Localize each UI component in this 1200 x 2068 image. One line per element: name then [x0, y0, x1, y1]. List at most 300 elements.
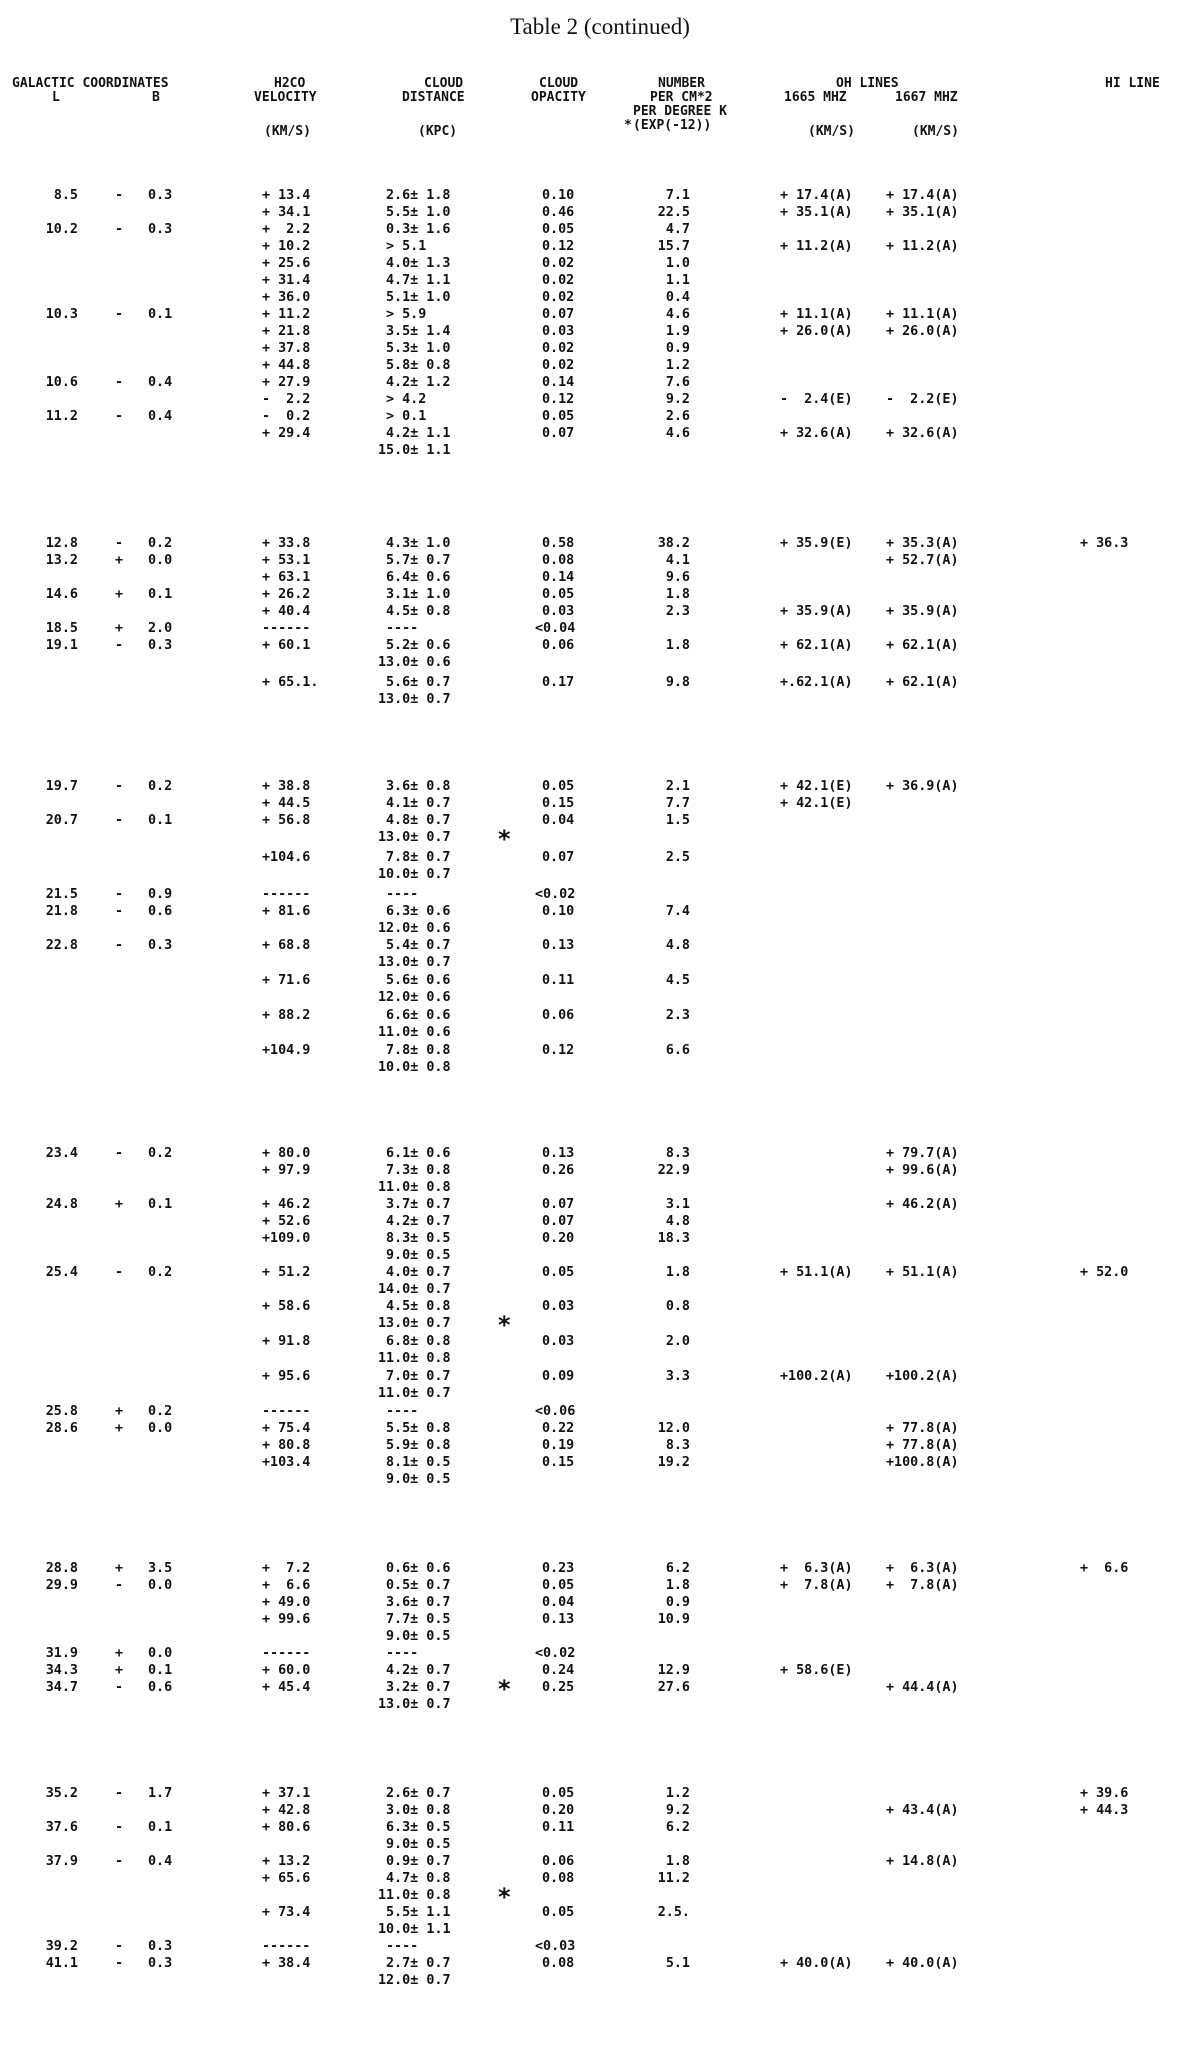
cell-column-density: 5.1 — [665, 1956, 690, 1971]
cell-galactic-l: 28.6 — [45, 1421, 78, 1436]
table-row — [0, 1281, 1200, 1298]
table-row — [0, 1264, 1200, 1281]
cell-galactic-sign: + — [115, 1404, 124, 1419]
cell-column-density: 27.6 — [657, 1680, 690, 1695]
cell-cloud-distance: > 0.1 — [386, 409, 451, 424]
cell-galactic-l: 8.5 — [53, 188, 78, 203]
cell-cloud-distance: 5.8± 0.8 — [386, 358, 451, 373]
cell-column-density: 11.2 — [657, 1871, 690, 1886]
cell-h2co-velocity: + 7.2 — [262, 1561, 311, 1576]
cell-galactic-l: 22.8 — [45, 938, 78, 953]
cell-h2co-velocity: + 37.8 — [262, 341, 311, 356]
cell-column-density: 2.6 — [665, 409, 690, 424]
cell-oh-1665: - 2.4(E) — [780, 392, 853, 407]
cell-galactic-sign: - — [115, 188, 124, 203]
table-row — [0, 442, 1200, 459]
cell-cloud-distance: 10.0± 0.8 — [378, 1060, 451, 1075]
cell-galactic-sign: - — [115, 409, 124, 424]
header-oh-1665: 1665 MHZ — [784, 90, 847, 105]
cell-column-density: 2.0 — [665, 1334, 690, 1349]
table-row — [0, 903, 1200, 920]
cell-cloud-distance: 0.6± 0.6 — [386, 1561, 451, 1576]
table-row — [0, 954, 1200, 971]
cell-oh-1667: + 62.1(A) — [886, 638, 959, 653]
cell-galactic-b: 0.3 — [148, 1939, 173, 1954]
cell-galactic-sign: - — [115, 1854, 124, 1869]
cell-oh-1667: + 79.7(A) — [886, 1146, 959, 1161]
cell-column-density: 6.2 — [665, 1820, 690, 1835]
table-row — [0, 289, 1200, 306]
cell-galactic-b: 0.1 — [148, 587, 173, 602]
cell-h2co-velocity: ------ — [262, 1404, 311, 1419]
cell-cloud-distance: 4.5± 0.8 — [386, 1299, 451, 1314]
cell-cloud-distance: 14.0± 0.7 — [378, 1282, 451, 1297]
cell-h2co-velocity: ------ — [262, 1939, 311, 1954]
cell-oh-1665: + 32.6(A) — [780, 426, 853, 441]
cell-cloud-opacity: 0.46 — [542, 205, 575, 220]
cell-cloud-distance: 5.5± 1.0 — [386, 205, 451, 220]
cell-cloud-distance: 5.6± 0.6 — [386, 973, 451, 988]
cell-h2co-velocity: + 81.6 — [262, 904, 311, 919]
cell-column-density: 9.8 — [665, 675, 690, 690]
cell-cloud-opacity: 0.05 — [542, 587, 575, 602]
cell-cloud-opacity: <0.02 — [535, 887, 576, 902]
cell-h2co-velocity: + 31.4 — [262, 273, 311, 288]
cell-column-density: 7.1 — [665, 188, 690, 203]
cell-cloud-distance: 5.7± 0.7 — [386, 553, 451, 568]
cell-galactic-l: 35.2 — [45, 1786, 78, 1801]
cell-cloud-distance: ---- — [386, 1646, 451, 1661]
table-row — [0, 989, 1200, 1006]
cell-column-density: 4.8 — [665, 938, 690, 953]
cell-h2co-velocity: + 99.6 — [262, 1612, 311, 1627]
cell-cloud-distance: 0.3± 1.6 — [386, 222, 451, 237]
cell-hi-line: + 6.6 — [1080, 1561, 1129, 1576]
cell-h2co-velocity: +104.6 — [262, 850, 311, 865]
cell-galactic-sign: + — [115, 587, 124, 602]
table-row — [0, 391, 1200, 408]
cell-cloud-distance: 13.0± 0.6 — [378, 655, 451, 670]
table-row — [0, 535, 1200, 552]
cell-galactic-b: 0.0 — [148, 553, 173, 568]
cell-cloud-opacity: 0.20 — [542, 1231, 575, 1246]
cell-cloud-distance: 15.0± 1.1 — [378, 443, 451, 458]
cell-oh-1665: + 11.1(A) — [780, 307, 853, 322]
cell-galactic-b: 0.3 — [148, 188, 173, 203]
cell-cloud-distance: 4.5± 0.8 — [386, 604, 451, 619]
cell-cloud-distance: 3.7± 0.7 — [386, 1197, 451, 1212]
cell-galactic-b: 0.6 — [148, 904, 173, 919]
table-row — [0, 1298, 1200, 1315]
cell-galactic-l: 37.9 — [45, 1854, 78, 1869]
table-row — [0, 674, 1200, 691]
cell-column-density: 0.8 — [665, 1299, 690, 1314]
table-row — [0, 1007, 1200, 1024]
cell-h2co-velocity: - 2.2 — [262, 392, 311, 407]
cell-h2co-velocity: ------ — [262, 621, 311, 636]
table-row — [0, 1403, 1200, 1420]
cell-galactic-l: 19.7 — [45, 779, 78, 794]
cell-galactic-b: 0.1 — [148, 813, 173, 828]
cell-galactic-b: 0.4 — [148, 409, 173, 424]
cell-column-density: 12.9 — [657, 1663, 690, 1678]
cell-galactic-l: 23.4 — [45, 1146, 78, 1161]
cell-cloud-distance: 4.7± 1.1 — [386, 273, 451, 288]
cell-cloud-distance: 11.0± 0.7 — [378, 1386, 451, 1401]
cell-oh-1667: +100.8(A) — [886, 1455, 959, 1470]
cell-cloud-opacity: 0.05 — [542, 1578, 575, 1593]
cell-h2co-velocity: + 51.2 — [262, 1265, 311, 1280]
cell-h2co-velocity: + 49.0 — [262, 1595, 311, 1610]
cell-h2co-velocity: - 0.2 — [262, 409, 311, 424]
table-row — [0, 306, 1200, 323]
cell-galactic-sign: - — [115, 938, 124, 953]
cell-galactic-l: 18.5 — [45, 621, 78, 636]
cell-galactic-sign: - — [115, 813, 124, 828]
table-row — [0, 937, 1200, 954]
cell-galactic-b: 0.2 — [148, 779, 173, 794]
cell-galactic-l: 34.7 — [45, 1680, 78, 1695]
cell-h2co-velocity: + 33.8 — [262, 536, 311, 551]
cell-cloud-distance: 2.6± 1.8 — [386, 188, 451, 203]
cell-h2co-velocity: + 56.8 — [262, 813, 311, 828]
cell-oh-1667: + 17.4(A) — [886, 188, 959, 203]
cell-oh-1665: + 17.4(A) — [780, 188, 853, 203]
cell-column-density: 6.2 — [665, 1561, 690, 1576]
cell-cloud-opacity: 0.03 — [542, 324, 575, 339]
cell-galactic-l: 19.1 — [45, 638, 78, 653]
cell-column-density: 2.1 — [665, 779, 690, 794]
cell-cloud-distance: 11.0± 0.8 — [378, 1351, 451, 1366]
table-row — [0, 272, 1200, 289]
header-b: B — [152, 90, 160, 105]
cell-oh-1665: + 26.0(A) — [780, 324, 853, 339]
table-row — [0, 795, 1200, 812]
cell-oh-1667: + 46.2(A) — [886, 1197, 959, 1212]
cell-h2co-velocity: + 29.4 — [262, 426, 311, 441]
cell-h2co-velocity: + 13.4 — [262, 188, 311, 203]
table-row — [0, 255, 1200, 272]
cell-oh-1667: + 35.9(A) — [886, 604, 959, 619]
cell-oh-1665: + 42.1(E) — [780, 796, 853, 811]
table-row — [0, 866, 1200, 883]
cell-column-density: 7.7 — [665, 796, 690, 811]
cell-column-density: 1.8 — [665, 587, 690, 602]
cell-galactic-b: 0.0 — [148, 1421, 173, 1436]
cell-cloud-opacity: 0.08 — [542, 1871, 575, 1886]
cell-cloud-distance: 13.0± 0.7 — [378, 955, 451, 970]
cell-galactic-b: 0.1 — [148, 1197, 173, 1212]
cell-galactic-b: 0.6 — [148, 1680, 173, 1695]
header-oh-unit-1665: (KM/S) — [808, 124, 855, 139]
cell-cloud-distance: 3.5± 1.4 — [386, 324, 451, 339]
cell-galactic-sign: - — [115, 887, 124, 902]
cell-cloud-opacity: 0.15 — [542, 1455, 575, 1470]
cell-cloud-distance: 4.7± 0.8 — [386, 1871, 451, 1886]
cell-cloud-opacity: 0.14 — [542, 570, 575, 585]
cell-galactic-b: 3.5 — [148, 1561, 173, 1576]
cell-oh-1667: + 14.8(A) — [886, 1854, 959, 1869]
cell-galactic-l: 39.2 — [45, 1939, 78, 1954]
table-row — [0, 1594, 1200, 1611]
cell-oh-1665: + 6.3(A) — [780, 1561, 853, 1576]
cell-cloud-distance: 0.9± 0.7 — [386, 1854, 451, 1869]
cell-h2co-velocity: + 21.8 — [262, 324, 311, 339]
cell-column-density: 1.8 — [665, 1854, 690, 1869]
table-row — [0, 1802, 1200, 1819]
cell-column-density: 18.3 — [657, 1231, 690, 1246]
cell-column-density: 4.7 — [665, 222, 690, 237]
cell-galactic-b: 0.3 — [148, 638, 173, 653]
cell-galactic-sign: - — [115, 375, 124, 390]
asterisk-mark: * — [498, 1311, 511, 1339]
cell-galactic-b: 0.3 — [148, 938, 173, 953]
cell-oh-1667: +100.2(A) — [886, 1369, 959, 1384]
header-number-2: PER CM*2 — [650, 90, 713, 105]
cell-galactic-l: 12.8 — [45, 536, 78, 551]
cell-oh-1667: - 2.2(E) — [886, 392, 959, 407]
cell-h2co-velocity: + 10.2 — [262, 239, 311, 254]
header-oh-lines: OH LINES — [836, 76, 899, 91]
cell-column-density: 8.3 — [665, 1438, 690, 1453]
cell-h2co-velocity: + 60.1 — [262, 638, 311, 653]
cell-oh-1665: + 35.1(A) — [780, 205, 853, 220]
table-row — [0, 637, 1200, 654]
cell-h2co-velocity: + 73.4 — [262, 1905, 311, 1920]
cell-cloud-opacity: 0.07 — [542, 850, 575, 865]
cell-galactic-sign: - — [115, 1146, 124, 1161]
cell-cloud-opacity: 0.02 — [542, 290, 575, 305]
cell-galactic-b: 0.1 — [148, 1663, 173, 1678]
cell-column-density: 7.6 — [665, 375, 690, 390]
table-row — [0, 552, 1200, 569]
cell-cloud-distance: 7.8± 0.8 — [386, 1043, 451, 1058]
cell-h2co-velocity: + 60.0 — [262, 1663, 311, 1678]
cell-cloud-distance: 4.3± 1.0 — [386, 536, 451, 551]
cell-h2co-velocity: + 11.2 — [262, 307, 311, 322]
cell-cloud-distance: 11.0± 0.6 — [378, 1025, 451, 1040]
table-row — [0, 1611, 1200, 1628]
header-oh-unit-1667: (KM/S) — [912, 124, 959, 139]
cell-column-density: 2.5. — [657, 1905, 690, 1920]
cell-cloud-opacity: 0.19 — [542, 1438, 575, 1453]
table-row — [0, 1179, 1200, 1196]
cell-h2co-velocity: + 40.4 — [262, 604, 311, 619]
cell-cloud-opacity: <0.06 — [535, 1404, 576, 1419]
table-row — [0, 825, 1200, 853]
cell-cloud-opacity: <0.04 — [535, 621, 576, 636]
cell-h2co-velocity: + 58.6 — [262, 1299, 311, 1314]
table-row — [0, 1645, 1200, 1662]
cell-oh-1667: + 43.4(A) — [886, 1803, 959, 1818]
cell-cloud-opacity: 0.22 — [542, 1421, 575, 1436]
table-row — [0, 620, 1200, 637]
cell-galactic-l: 21.8 — [45, 904, 78, 919]
cell-column-density: 2.3 — [665, 1008, 690, 1023]
cell-cloud-distance: 4.2± 1.1 — [386, 426, 451, 441]
header-number-4: (EXP(-12)) — [633, 118, 712, 133]
cell-oh-1667: + 11.1(A) — [886, 307, 959, 322]
cell-galactic-l: 21.5 — [45, 887, 78, 902]
cell-column-density: 7.4 — [665, 904, 690, 919]
cell-column-density: 22.9 — [657, 1163, 690, 1178]
cell-column-density: 1.1 — [665, 273, 690, 288]
table-row — [0, 1437, 1200, 1454]
cell-galactic-b: 1.7 — [148, 1786, 173, 1801]
cell-galactic-sign: - — [115, 307, 124, 322]
cell-h2co-velocity: + 6.6 — [262, 1578, 311, 1593]
cell-oh-1665: + 40.0(A) — [780, 1956, 853, 1971]
cell-cloud-distance: 4.1± 0.7 — [386, 796, 451, 811]
cell-cloud-opacity: 0.58 — [542, 536, 575, 551]
cell-galactic-l: 14.6 — [45, 587, 78, 602]
cell-cloud-opacity: 0.13 — [542, 938, 575, 953]
cell-cloud-opacity: 0.12 — [542, 392, 575, 407]
table-row — [0, 323, 1200, 340]
cell-galactic-sign: + — [115, 1421, 124, 1436]
header-galactic-coordinates: GALACTIC COORDINATES — [12, 76, 169, 91]
cell-cloud-distance: 13.0± 0.7 — [378, 692, 451, 707]
cell-galactic-sign: + — [115, 1561, 124, 1576]
cell-cloud-distance: 4.2± 0.7 — [386, 1214, 451, 1229]
cell-column-density: 9.2 — [665, 1803, 690, 1818]
cell-cloud-opacity: <0.03 — [535, 1939, 576, 1954]
cell-oh-1667: + 7.8(A) — [886, 1578, 959, 1593]
cell-oh-1665: + 42.1(E) — [780, 779, 853, 794]
cell-cloud-distance: 7.0± 0.7 — [386, 1369, 451, 1384]
asterisk-mark: * — [498, 825, 511, 853]
cell-h2co-velocity: ------ — [262, 1646, 311, 1661]
cell-cloud-distance: 4.0± 1.3 — [386, 256, 451, 271]
cell-cloud-distance: ---- — [386, 1404, 451, 1419]
cell-galactic-sign: - — [115, 1265, 124, 1280]
header-velocity-unit: (KM/S) — [264, 124, 311, 139]
cell-galactic-sign: + — [115, 553, 124, 568]
cell-galactic-l: 10.6 — [45, 375, 78, 390]
cell-h2co-velocity: + 68.8 — [262, 938, 311, 953]
cell-cloud-distance: > 5.1 — [386, 239, 451, 254]
cell-galactic-sign: - — [115, 1956, 124, 1971]
cell-cloud-distance: 12.0± 0.7 — [378, 1973, 451, 1988]
cell-galactic-l: 11.2 — [45, 409, 78, 424]
cell-galactic-sign: + — [115, 1197, 124, 1212]
cell-column-density: 3.1 — [665, 1197, 690, 1212]
cell-cloud-distance: 6.8± 0.8 — [386, 1334, 451, 1349]
cell-cloud-opacity: 0.02 — [542, 358, 575, 373]
cell-column-density: 1.8 — [665, 1578, 690, 1593]
cell-galactic-b: 0.4 — [148, 375, 173, 390]
table-title: Table 2 (continued) — [510, 14, 690, 39]
cell-cloud-distance: 4.2± 1.2 — [386, 375, 451, 390]
table-row — [0, 425, 1200, 442]
cell-cloud-opacity: 0.04 — [542, 1595, 575, 1610]
table-row — [0, 1162, 1200, 1179]
cell-column-density: 1.0 — [665, 256, 690, 271]
cell-h2co-velocity: + 44.5 — [262, 796, 311, 811]
cell-hi-line: + 52.0 — [1080, 1265, 1129, 1280]
header-h2co: H2CO — [274, 76, 306, 91]
cell-cloud-opacity: 0.07 — [542, 307, 575, 322]
cell-galactic-b: 0.2 — [148, 536, 173, 551]
cell-galactic-l: 29.9 — [45, 1578, 78, 1593]
cell-cloud-distance: 3.0± 0.8 — [386, 1803, 451, 1818]
table-row — [0, 1836, 1200, 1853]
cell-galactic-l: 10.3 — [45, 307, 78, 322]
table-row — [0, 1662, 1200, 1679]
cell-cloud-distance: 10.0± 0.7 — [378, 867, 451, 882]
cell-cloud-opacity: 0.25 — [542, 1680, 575, 1695]
cell-hi-line: + 36.3 — [1080, 536, 1129, 551]
table-row — [0, 357, 1200, 374]
cell-cloud-distance: 13.0± 0.7 — [378, 1316, 451, 1331]
table-row — [0, 1883, 1200, 1911]
table-row — [0, 1145, 1200, 1162]
cell-cloud-opacity: 0.07 — [542, 426, 575, 441]
cell-cloud-opacity: 0.13 — [542, 1146, 575, 1161]
cell-h2co-velocity: + 63.1 — [262, 570, 311, 585]
cell-column-density: 12.0 — [657, 1421, 690, 1436]
table-row — [0, 1972, 1200, 1989]
cell-column-density: 4.6 — [665, 307, 690, 322]
cell-oh-1667: + 6.3(A) — [886, 1561, 959, 1576]
cell-column-density: 0.9 — [665, 1595, 690, 1610]
table-row — [0, 1196, 1200, 1213]
cell-cloud-distance: 8.3± 0.5 — [386, 1231, 451, 1246]
cell-galactic-l: 13.2 — [45, 553, 78, 568]
cell-h2co-velocity: + 37.1 — [262, 1786, 311, 1801]
cell-h2co-velocity: + 75.4 — [262, 1421, 311, 1436]
cell-h2co-velocity: + 91.8 — [262, 1334, 311, 1349]
cell-cloud-opacity: 0.15 — [542, 796, 575, 811]
cell-h2co-velocity: + 13.2 — [262, 1854, 311, 1869]
cell-h2co-velocity: + 38.4 — [262, 1956, 311, 1971]
cell-cloud-distance: 7.3± 0.8 — [386, 1163, 451, 1178]
header-number-3: PER DEGREE K — [633, 104, 727, 119]
header-cloud-opacity-2: OPACITY — [531, 90, 586, 105]
cell-oh-1667: + 62.1(A) — [886, 675, 959, 690]
table-row — [0, 204, 1200, 221]
table-row — [0, 886, 1200, 903]
table-row — [0, 1311, 1200, 1339]
cell-cloud-opacity: 0.05 — [542, 222, 575, 237]
cell-cloud-opacity: 0.03 — [542, 1334, 575, 1349]
table-row — [0, 1368, 1200, 1385]
cell-cloud-distance: 10.0± 1.1 — [378, 1922, 451, 1937]
cell-column-density: 8.3 — [665, 1146, 690, 1161]
cell-oh-1667: + 26.0(A) — [886, 324, 959, 339]
cell-cloud-distance: ---- — [386, 887, 451, 902]
cell-h2co-velocity: + 25.6 — [262, 256, 311, 271]
table-row — [0, 238, 1200, 255]
cell-h2co-velocity: + 42.8 — [262, 1803, 311, 1818]
cell-h2co-velocity: +103.4 — [262, 1455, 311, 1470]
table-row — [0, 187, 1200, 204]
table-row — [0, 1213, 1200, 1230]
cell-galactic-b: 0.2 — [148, 1404, 173, 1419]
cell-cloud-distance: 9.0± 0.5 — [386, 1472, 451, 1487]
table-row — [0, 849, 1200, 866]
table-row — [0, 1853, 1200, 1870]
cell-cloud-distance: 4.8± 0.7 — [386, 813, 451, 828]
cell-h2co-velocity: ------ — [262, 887, 311, 902]
table-row — [0, 1560, 1200, 1577]
cell-column-density: 9.6 — [665, 570, 690, 585]
cell-cloud-opacity: 0.13 — [542, 1612, 575, 1627]
cell-cloud-distance: 7.8± 0.7 — [386, 850, 451, 865]
cell-h2co-velocity: + 38.8 — [262, 779, 311, 794]
cell-cloud-distance: 9.0± 0.5 — [386, 1629, 451, 1644]
table-row — [0, 1628, 1200, 1645]
